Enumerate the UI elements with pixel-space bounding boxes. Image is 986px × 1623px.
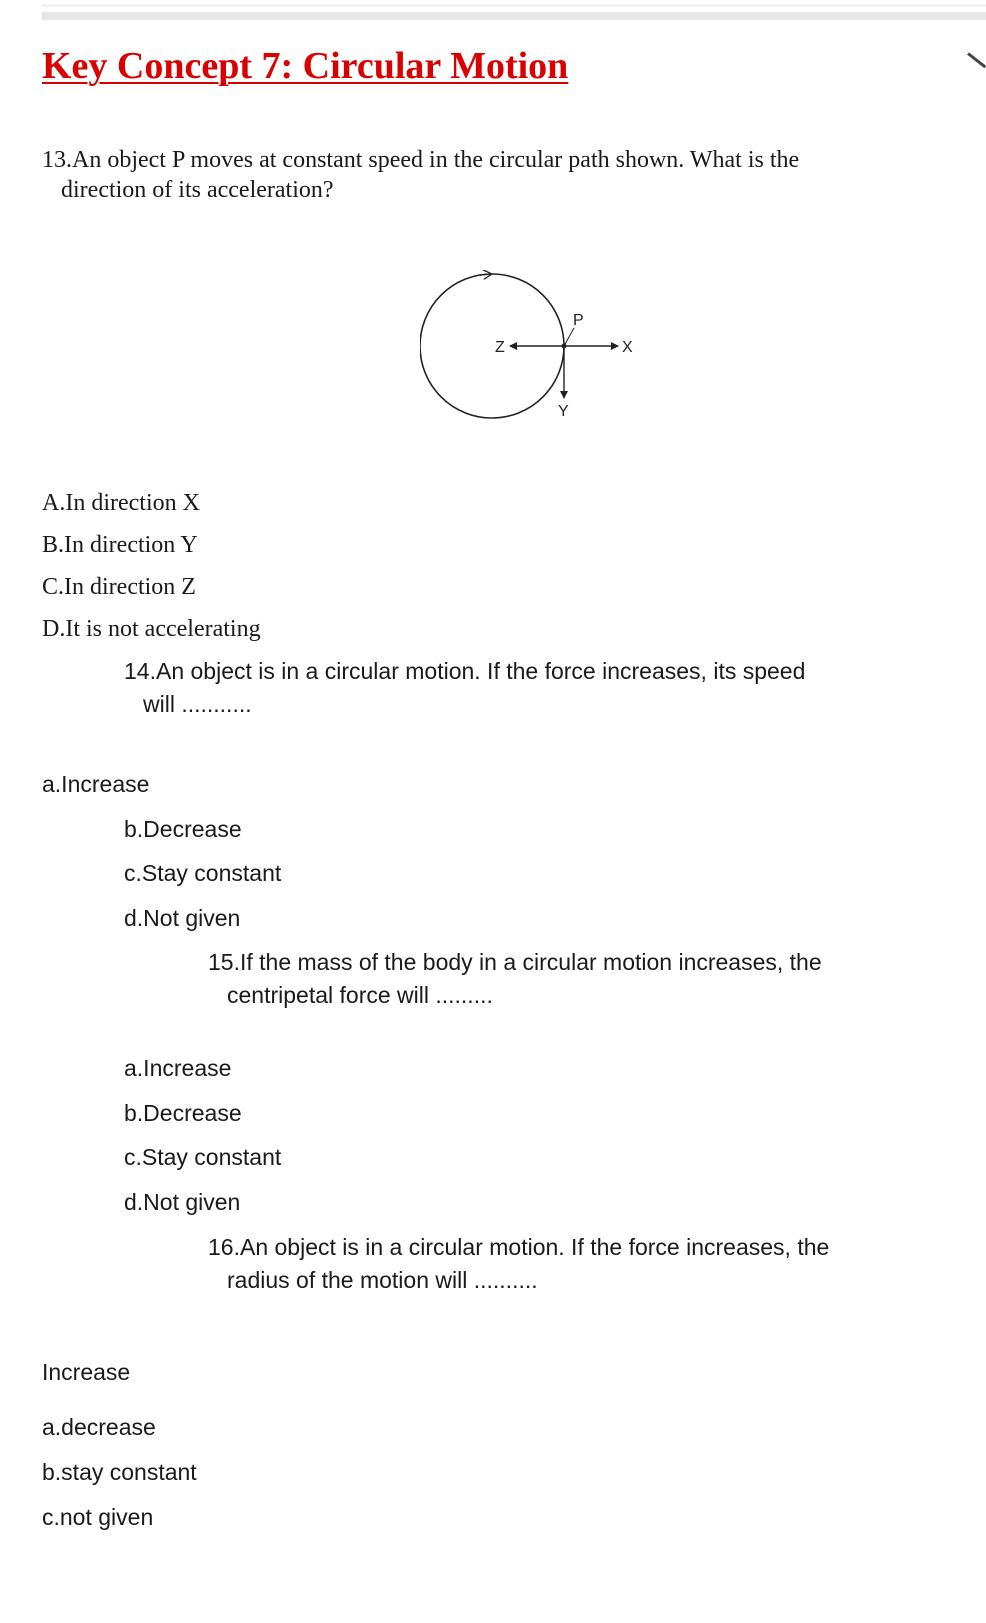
q16-option-increase: Increase xyxy=(42,1359,131,1385)
q14-option-a: a.Increase xyxy=(42,771,150,797)
q13-option-c: C.In direction Z xyxy=(42,574,196,600)
q15-option-c: c.Stay constant xyxy=(124,1144,282,1170)
page-title: Key Concept 7: Circular Motion xyxy=(42,45,569,87)
q16-option-a: a.decrease xyxy=(42,1414,156,1440)
q15-option-a: a.Increase xyxy=(124,1055,232,1081)
circular-path-figure xyxy=(420,270,660,440)
p-leader-line xyxy=(564,328,574,346)
q13-option-a: A.In direction X xyxy=(42,490,200,516)
label-x: X xyxy=(622,339,633,356)
corner-mark xyxy=(967,52,986,68)
q14-option-b: b.Decrease xyxy=(124,816,242,842)
object-p xyxy=(562,344,567,349)
label-z: Z xyxy=(495,339,505,356)
question-13-line-1: 13.An object P moves at constant speed in the circular path shown. What is the xyxy=(42,147,800,173)
q14-option-c: c.Stay constant xyxy=(124,860,282,886)
q16-option-b: b.stay constant xyxy=(42,1459,197,1485)
label-y: Y xyxy=(558,403,569,420)
q14-option-d: d.Not given xyxy=(124,905,241,931)
q15-option-b: b.Decrease xyxy=(124,1100,242,1126)
question-16-line-2: radius of the motion will .......... xyxy=(227,1267,538,1293)
question-14-line-1: 14.An object is in a circular motion. If the force increases, its speed xyxy=(124,658,806,684)
top-rule xyxy=(42,12,986,20)
question-13-line-2: direction of its acceleration? xyxy=(61,177,334,203)
path-direction-arrow xyxy=(480,274,492,275)
question-16 xyxy=(208,1231,829,1297)
question-14 xyxy=(124,655,805,721)
q15-option-d: d.Not given xyxy=(124,1189,241,1215)
question-13 xyxy=(42,145,799,205)
question-15 xyxy=(208,946,822,1012)
q16-option-c: c.not given xyxy=(42,1504,154,1530)
label-p: P xyxy=(573,312,584,329)
top-rule-light xyxy=(42,4,986,7)
question-15-line-1: 15.If the mass of the body in a circular motion increases, the xyxy=(208,949,822,975)
question-15-line-2: centripetal force will ......... xyxy=(227,982,493,1008)
question-16-line-1: 16.An object is in a circular motion. If the force increases, the xyxy=(208,1234,830,1260)
q13-option-b: B.In direction Y xyxy=(42,532,198,558)
question-14-line-2: will ........... xyxy=(143,691,252,717)
q13-option-d: D.It is not accelerating xyxy=(42,616,261,642)
